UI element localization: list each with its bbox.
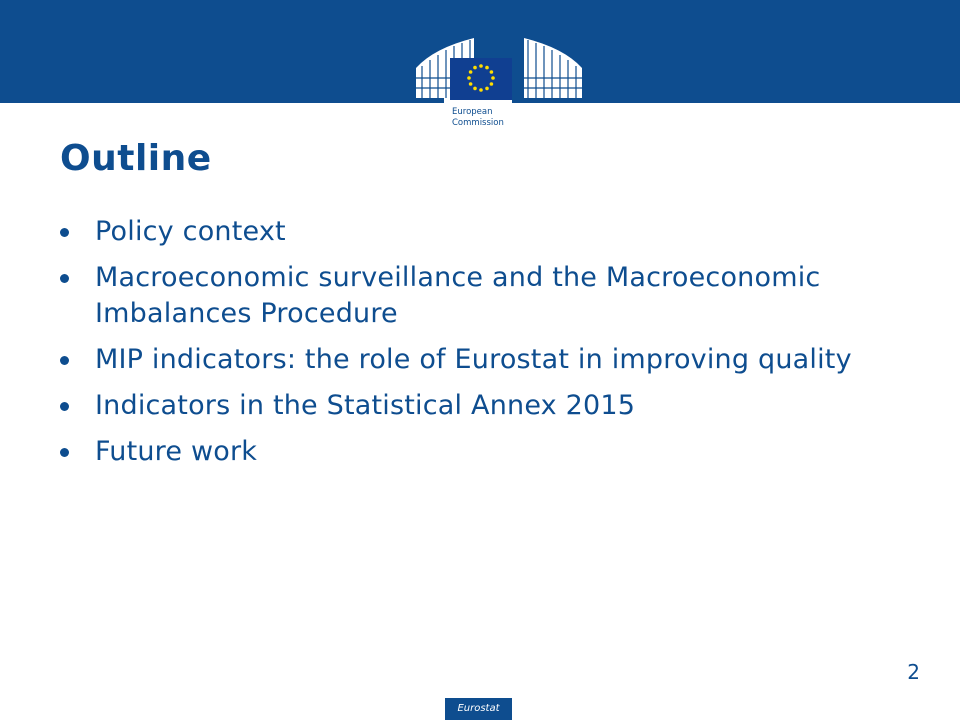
list-item-text: Indicators in the Statistical Annex 2015: [95, 390, 636, 421]
footer-eurostat-badge: Eurostat: [445, 698, 512, 720]
list-item-text: MIP indicators: the role of Eurostat in improving quality: [95, 344, 852, 375]
list-item-text: Policy context: [95, 216, 286, 247]
outline-list: [60, 214, 920, 480]
bullet-icon: [60, 228, 69, 237]
list-item: [60, 434, 920, 470]
logo-line1: European: [452, 107, 493, 117]
list-item: [60, 214, 920, 250]
list-item-text: Future work: [95, 436, 258, 467]
bullet-icon: [60, 274, 69, 283]
slide-title: Outline: [60, 138, 212, 179]
bullet-icon: [60, 448, 69, 457]
list-item: [60, 342, 920, 378]
bullet-icon: [60, 402, 69, 411]
list-item: [60, 260, 920, 332]
bullet-icon: [60, 356, 69, 365]
european-commission-logo: [414, 28, 584, 136]
logo-line2: Commission: [452, 118, 504, 128]
list-item: [60, 388, 920, 424]
list-item-text: Macroeconomic surveillance and the Macroeconomic Imbalances Procedure: [95, 262, 821, 329]
page-number: 2: [907, 660, 920, 684]
